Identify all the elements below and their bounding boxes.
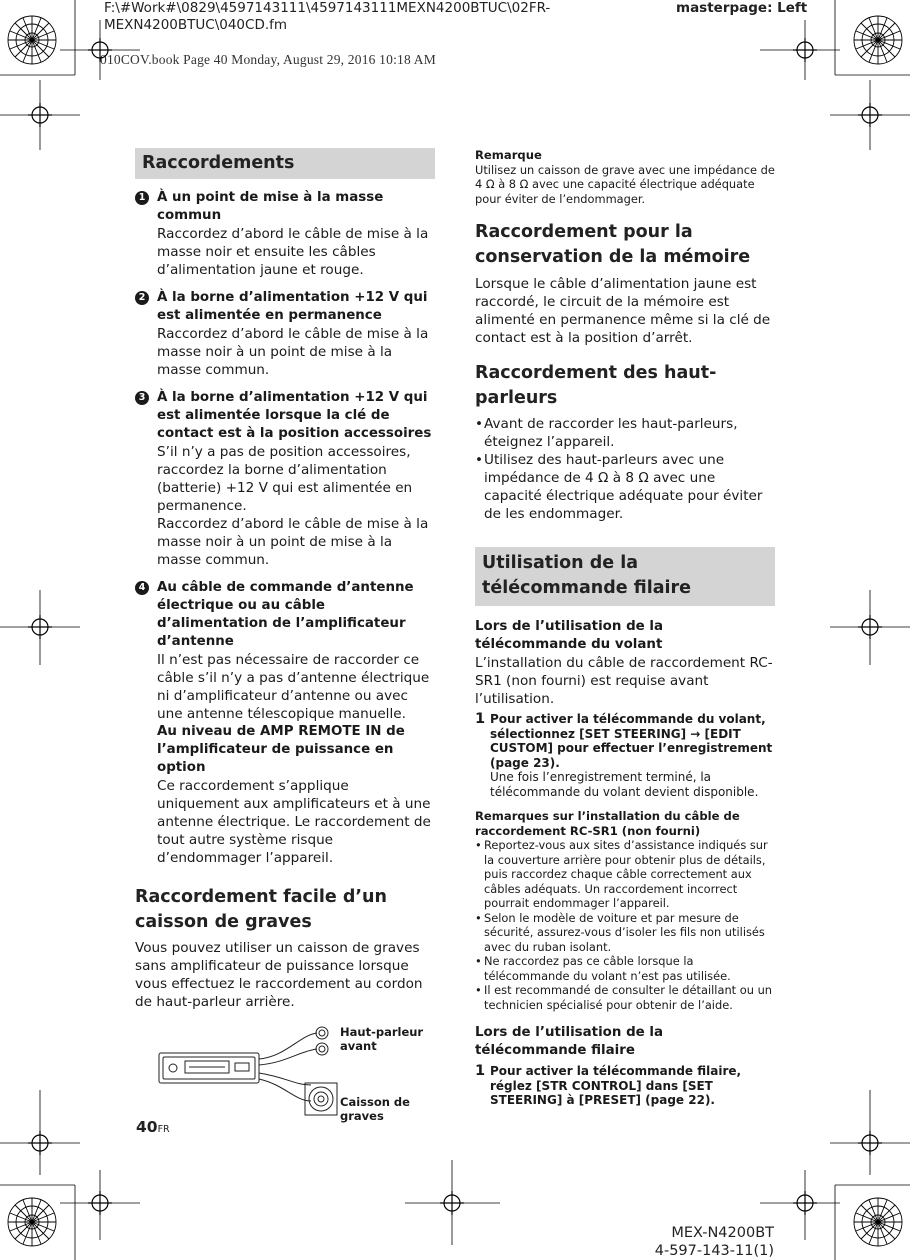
model-name: MEX-N4200BT	[671, 1225, 774, 1241]
subwoofer-body: Vous pouvez utiliser un caisson de graves sans amplificateur de puissance lorsque vous effectuez le raccordement au cordon de haut-parleur arrière.	[135, 940, 423, 1010]
step-number: 1	[475, 711, 486, 727]
memory-heading: Raccordement pour la conservation de la mémoire	[475, 222, 751, 267]
speakers-heading: Raccordement des haut-parleurs	[475, 363, 717, 408]
item-number-badge: 3	[135, 391, 149, 405]
connection-item-4	[135, 579, 435, 867]
footer-model-info	[655, 1224, 774, 1260]
part-number: 4-597-143-11(1)	[654, 1243, 774, 1259]
masterpage-label: masterpage: Left	[676, 0, 808, 16]
subwoofer-label: Caisson de graves	[340, 1095, 410, 1123]
list-item: • Il est recommandé de consulter le détaillant ou un technicien spécialisé pour obtenir de l’aide.	[475, 983, 775, 1012]
book-stamp: 010COV.book Page 40 Monday, August 29, 2016 10:18 AM	[100, 52, 436, 67]
item-body: S’il n’y a pas de position accessoires, raccordez la borne d’alimentation (batterie) +12 V qui est alimentée en permanence.	[157, 444, 413, 514]
item-body-2: Ce raccordement s’applique uniquement aux amplificateurs et à une antenne électrique. Le raccordement de tout autre système risque d’endommager l’appareil.	[157, 778, 431, 866]
item-number-badge: 1	[135, 191, 149, 205]
subwoofer-heading: Raccordement facile d’un caisson de graves	[135, 887, 387, 932]
item-title: À un point de mise à la masse commun	[157, 190, 384, 223]
section-title-wired-remote: Utilisation de la télécommande filaire	[475, 547, 775, 606]
item-body: Raccordez d’abord le câble de mise à la masse noir à un point de mise à la masse commun.	[157, 326, 429, 378]
item-subtitle: Au niveau de AMP REMOTE IN de l’amplificateur de puissance en option	[157, 724, 405, 775]
page-number	[136, 1118, 170, 1136]
item-title: À la borne d’alimentation +12 V qui est alimentée en permanence	[157, 290, 428, 323]
list-item: • Selon le modèle de voiture et par mesure de sécurité, assurez-vous d’isoler les fils non utilisés avec du ruban isolant.	[475, 911, 775, 955]
item-body-2: Raccordez d’abord le câble de mise à la masse noir à un point de mise à la masse commun.	[157, 516, 429, 568]
speakers-list	[475, 415, 775, 523]
right-column	[475, 148, 775, 1108]
item-number-badge: 4	[135, 581, 149, 595]
step-text: Pour activer la télécommande filaire, réglez [STR CONTROL] dans [SET STEERING] à [PRESET] (page 22).	[490, 1064, 742, 1107]
note-title: Remarque	[475, 148, 542, 162]
item-title: Au câble de commande d’antenne électrique ou au câble d’alimentation de l’amplificateur d’antenne	[157, 580, 414, 649]
connection-item-1	[135, 189, 435, 279]
page-number-value: 40	[136, 1118, 158, 1136]
file-path-header: F:\#Work#\0829\4597143111\4597143111MEXN4200BTUC\02FR-MEXN4200BTUC\040CD.fm	[104, 0, 551, 33]
steering-body: L’installation du câble de raccordement RC-SR1 (non fourni) est requise avant l’utilisation.	[475, 655, 773, 707]
item-body: Il n’est pas nécessaire de raccorder ce câble s’il n’y a pas d’antenne électrique ni d’amplificateur d’antenne ou avec une antenne télescopique manuelle.	[157, 652, 430, 722]
rc-notes-title: Remarques sur l’installation du câble de raccordement RC-SR1 (non fourni)	[475, 809, 740, 838]
section-title-raccordements: Raccordements	[135, 148, 435, 179]
front-speaker-label: Haut-parleur avant	[340, 1025, 424, 1053]
step-note: Une fois l’enregistrement terminé, la télécommande du volant devient disponible.	[490, 770, 759, 799]
memory-body: Lorsque le câble d’alimentation jaune est raccordé, le circuit de la mémoire est alimenté en permanence même si la clé de contact est à la position d’arrêt.	[475, 276, 771, 346]
subwoofer-wiring-diagram	[135, 1025, 435, 1135]
steering-heading: Lors de l’utilisation de la télécommande du volant	[475, 619, 664, 652]
list-item: • Utilisez des haut-parleurs avec une impédance de 4 Ω à 8 Ω avec une capacité électrique adéquate pour éviter de les endommager.	[475, 451, 775, 523]
step-text: Pour activer la télécommande du volant, sélectionnez [SET STEERING] → [EDIT CUSTOM] pour effectuer l’enregistrement (page 23).	[490, 712, 773, 770]
item-title: À la borne d’alimentation +12 V qui est alimentée lorsque la clé de contact est à la position accessoires	[157, 390, 432, 441]
connection-item-3	[135, 389, 435, 569]
wired-remote-heading: Lors de l’utilisation de la télécommande filaire	[475, 1025, 664, 1058]
list-item: • Avant de raccorder les haut-parleurs, éteignez l’appareil.	[475, 415, 775, 451]
note-body: Utilisez un caisson de grave avec une impédance de 4 Ω à 8 Ω avec une capacité électrique adéquate pour éviter de l’endommager.	[475, 162, 775, 206]
item-body: Raccordez d’abord le câble de mise à la masse noir et ensuite les câbles d’alimentation jaune et rouge.	[157, 226, 429, 278]
step-number: 1	[475, 1063, 486, 1079]
rc-notes-list	[475, 838, 775, 1012]
left-column	[135, 148, 435, 1135]
list-item: • Ne raccordez pas ce câble lorsque la télécommande du volant n’est pas utilisée.	[475, 954, 775, 983]
page-language-suffix: FR	[157, 1124, 170, 1135]
steering-step	[475, 712, 775, 799]
connection-item-2	[135, 289, 435, 379]
item-number-badge: 2	[135, 291, 149, 305]
wired-step	[475, 1064, 775, 1108]
list-item: • Reportez-vous aux sites d’assistance indiqués sur la couverture arrière pour obtenir plus de détails, puis raccordez chaque câble correctement aux câbles adéquats. Un raccordement incorrect pourrait endommager l’appareil.	[475, 838, 775, 911]
